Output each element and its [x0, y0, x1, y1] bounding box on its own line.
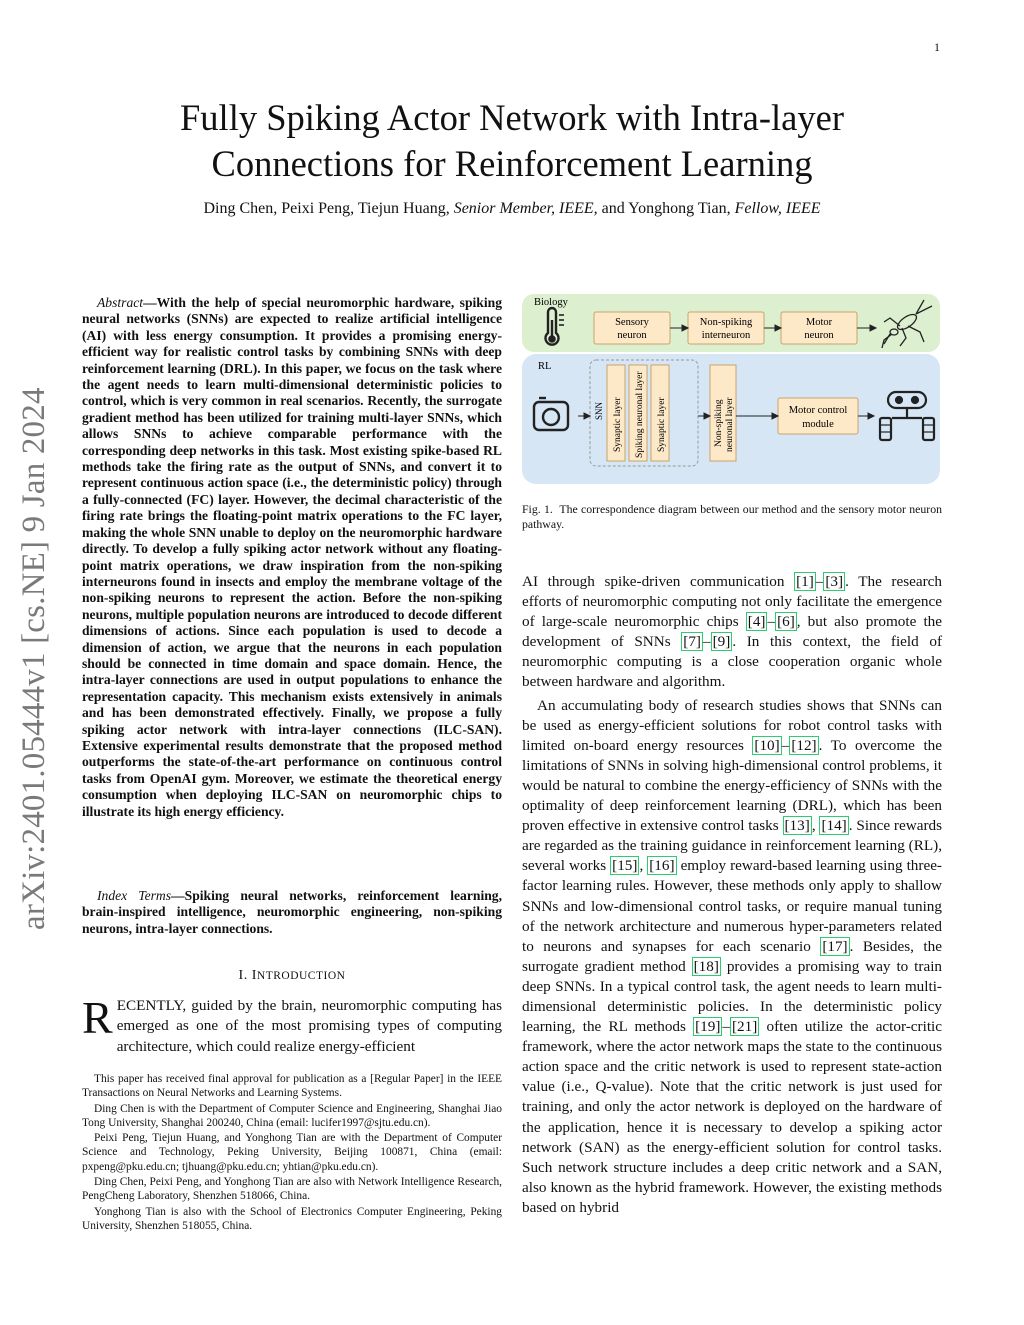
abstract-text: —With the help of special neuromorphic hardware, spiking neural networks (SNNs) are expected to realize artificial intelligence (AI) with less energy consumption. It provides a promising energy-efficient way for realistic control tasks by combining SNNs with deep reinforcement learning (DRL). In this paper, we focus on the task where the agent needs to learn multi-dimensional deterministic policies to control, which is very common in real scenarios. Recently, the surrogate gradient method has been utilized for training multi-layer SNNs, which allows SNNs to achieve comparable performance with the corresponding deep networks in this task. Most existing spike-based RL methods take the firing rate as the output of SNNs, and convert it to represent continuous action space (i.e., the deterministic policy) through a fully-connected (FC) layer. However, the decimal characteristic of the firing rate brings the floating-point matrix operations to the FC layer, making the whole SNN unable to deploy on the neuromorphic hardware directly. To develop a fully spiking actor network without any floating-point matrix operations, we draw inspiration from the non-spiking interneurons found in insects and employ the membrane voltage of the non-spiking neurons to represent the action. Before the non-spiking neurons, multiple population neurons are introduced to decode different dimensions of actions. Since each population is used to decode a dimension of action, we argue that the neurons in each population should be connected in time domain and space domain. Hence, the intra-layer connections are used in output populations to enhance the representation capacity. This mechanism exists extensively in animals and has been demonstrated effectively. Finally, we propose a fully spiking actor network with intra-layer connections (ILC-SAN). Extensive experimental results demonstrate that the proposed method outperforms the state-of-the-art performance on continuous control tasks from OpenAI gym. Moreover, we estimate the theoretical energy consumption when deploying ILC-SAN on neuromorphic chips to illustrate its high energy efficiency. — [82, 295, 502, 819]
spiking-neuronal-layer-label: Spiking neuronal layer — [635, 371, 645, 458]
text-run: – — [781, 736, 790, 754]
intro-text: ECENTLY, guided by the brain, neuromorphic computing has emerged as one of the most promising types of computing architecture, which could realize energy-efficient — [116, 997, 502, 1055]
citation-link[interactable]: [18] — [693, 957, 719, 975]
motor-neuron-box — [781, 312, 857, 344]
author-role-senior: Senior Member, IEEE, — [453, 200, 598, 217]
title-line-1: Fully Spiking Actor Network with Intra-layer — [180, 97, 844, 138]
text-run: often utilize the actor-critic framework, where the actor network maps the state to the continuous action space and the critic network is used to represent state-action value (i.e., Q-value). Note that the critic network is just used for training, and only the actor network is deployed on the hardware of the application, hence it is necessary to develop a spiking actor network (SAN) as the energy-efficient solution for control tasks. Such network structure includes a deep critic network and a SAN, also known as the hybrid framework. However, the existing methods based on hybrid — [522, 1018, 942, 1216]
text-run: . Besides, the surrogate gradient method — [522, 937, 942, 975]
nonspiking-label-1: Non-spiking — [699, 317, 753, 328]
text-run: – — [722, 1018, 730, 1036]
citation-link[interactable]: [15] — [612, 857, 638, 875]
synaptic-layer-2-label: Synaptic layer — [657, 397, 667, 452]
introduction-paragraph — [82, 992, 502, 1057]
figure-1-diagram — [522, 292, 942, 486]
citation-link[interactable]: [21] — [732, 1018, 758, 1036]
synaptic-layer-2-box — [651, 365, 669, 461]
author-list — [60, 200, 964, 218]
synaptic-layer-1-label: Synaptic layer — [613, 397, 623, 452]
section-title-rest: NTRODUCTION — [256, 970, 346, 982]
section-title-initial: I — [251, 968, 257, 983]
rl-label: RL — [538, 361, 552, 372]
snn-label: SNN — [594, 401, 604, 420]
sensory-neuron-box — [594, 312, 670, 344]
nonspiking-layer-label-2: neuronal layer — [725, 397, 735, 452]
text-run: , — [639, 857, 648, 875]
citation-link[interactable]: [12] — [791, 736, 817, 754]
citation-link[interactable]: [4] — [747, 613, 766, 631]
drop-cap: R — [82, 992, 113, 1043]
synaptic-layer-1-box — [607, 365, 625, 461]
nonspiking-label-2: interneuron — [701, 330, 751, 341]
footnote: Yonghong Tian is also with the School of Electronics Computer Engineering, Peking University, Shenzhen 518055, China. — [82, 1205, 502, 1232]
section-heading-introduction — [82, 968, 502, 984]
citation-link[interactable]: [6] — [777, 613, 795, 631]
citation-link[interactable]: [9] — [712, 633, 731, 651]
text-run: employ reward-based learning using three-factor learning rules. However, these methods only apply to shallow SNNs and low-dimensional control tasks, or require manual tuning of the network architecture and numerous hyper-parameters related to neurons and synapses for each scenario — [522, 857, 942, 955]
caption-text: The correspondence diagram between our method and the sensory motor neuron pathway. — [522, 502, 942, 531]
author-names: Ding Chen, Peixi Peng, Tiejun Huang, — [203, 200, 450, 217]
body-paragraph-1 — [522, 572, 942, 693]
motor-label-2: neuron — [804, 330, 834, 341]
sensory-label-2: neuron — [617, 330, 647, 341]
sensory-label-1: Sensory — [615, 317, 649, 328]
citation-link[interactable]: [17] — [822, 937, 848, 955]
text-run: . In this context, the field of neuromorphic computing is a close cooperation organic whole between hardware and algorithm. — [522, 633, 943, 691]
motor-label-1: Motor — [805, 317, 833, 328]
text-run: An accumulating body of research studies shows that SNNs can be used as energy-efficient solutions for robot control tasks with limited on-board energy resources — [522, 696, 942, 754]
spiking-neuronal-layer-box — [629, 365, 647, 461]
footnote: Peixi Peng, Tiejun Huang, and Yonghong Tian are with the Department of Computer Science and Technology, Peking University, Beijing 100871, China (email: pxpeng@pku.edu.cn; tjhuang@pku.edu.cn; yhtian@pku.edu.cn). — [82, 1132, 502, 1173]
section-number: I. — [238, 968, 252, 983]
nonspiking-neuronal-layer-box — [710, 365, 736, 461]
text-run: . Since rewards are regarded as the training guidance in reinforcement learning (RL), several works — [522, 817, 943, 875]
motor-control-module-box — [778, 398, 858, 434]
biology-label: Biology — [534, 297, 568, 308]
index-terms-label: Index Terms — [97, 888, 172, 903]
citation-link[interactable]: [1] — [796, 573, 814, 590]
caption-label: Fig. 1. — [522, 502, 553, 516]
text-run: . The research efforts of neuromorphic computing not only facilitate the emergence of large-scale neuromorphic chips — [522, 573, 943, 631]
text-run: , but also promote the development of SNNs — [522, 613, 942, 651]
text-run: , — [811, 817, 820, 835]
nonspiking-interneuron-box — [688, 312, 764, 344]
index-terms — [82, 888, 502, 937]
author-tian: and Yonghong Tian, — [601, 200, 731, 217]
citation-link[interactable]: [3] — [825, 573, 844, 590]
body-paragraph-2 — [522, 696, 942, 1218]
title-line-2: Connections for Reinforcement Learning — [211, 143, 813, 184]
citation-link[interactable]: [10] — [754, 736, 780, 754]
right-column-body — [522, 572, 942, 1218]
text-run: AI through spike-driven communication — [522, 573, 795, 590]
citation-link[interactable]: [13] — [784, 817, 810, 835]
footnote: This paper has received final approval for publication as a [Regular Paper] in the IEEE Transactions on Neural Networks and Learning Systems. — [82, 1073, 502, 1100]
author-role-fellow: Fellow, IEEE — [734, 200, 821, 217]
text-run: . To overcome the limitations of SNNs in solving high-dimensional control problems, it would be natural to combine the energy-efficiency of SNNs with the optimality of deep reinforcement learning (DRL), which has been proven effective in extensive control tasks — [522, 736, 942, 835]
text-run: provides a promising way to train deep SNNs. In a typical control task, the agent needs to learn multi-dimensional deterministic policies. In the deterministic policy learning, the RL methods — [522, 957, 943, 1036]
text-run: – — [703, 633, 711, 651]
page-number: 1 — [934, 40, 940, 54]
citation-link[interactable]: [19] — [695, 1018, 721, 1036]
citation-link[interactable]: [7] — [683, 633, 701, 651]
footnote: Ding Chen is with the Department of Computer Science and Engineering, Shanghai Jiao Tong University, Shanghai 200240, China (email: lucifer1997@sjtu.edu.cn). — [82, 1102, 502, 1129]
citation-link[interactable]: [16] — [649, 857, 675, 875]
footnotes — [82, 1072, 502, 1235]
abstract-label: Abstract — [97, 295, 144, 310]
text-run: – — [815, 573, 824, 590]
text-run: – — [767, 613, 776, 631]
figure-1-caption — [522, 502, 942, 532]
arxiv-identifier: arXiv:2401.05444v1 [cs.NE] 9 Jan 2024 — [16, 387, 52, 930]
citation-link[interactable]: [14] — [821, 817, 847, 835]
paper-title — [60, 95, 964, 187]
nonspiking-layer-label-1: Non-spiking — [714, 399, 724, 447]
motor-control-label-1: Motor control — [788, 405, 848, 416]
abstract — [82, 295, 502, 820]
motor-control-label-2: module — [802, 419, 834, 430]
index-terms-text: —Spiking neural networks, reinforcement learning, brain-inspired intelligence, neuromorphic engineering, non-spiking neurons, intra-layer connections. — [82, 888, 502, 936]
footnote: Ding Chen, Peixi Peng, and Yonghong Tian are also with Network Intelligence Research, PengCheng Laboratory, Shenzhen 518066, China. — [82, 1176, 502, 1203]
